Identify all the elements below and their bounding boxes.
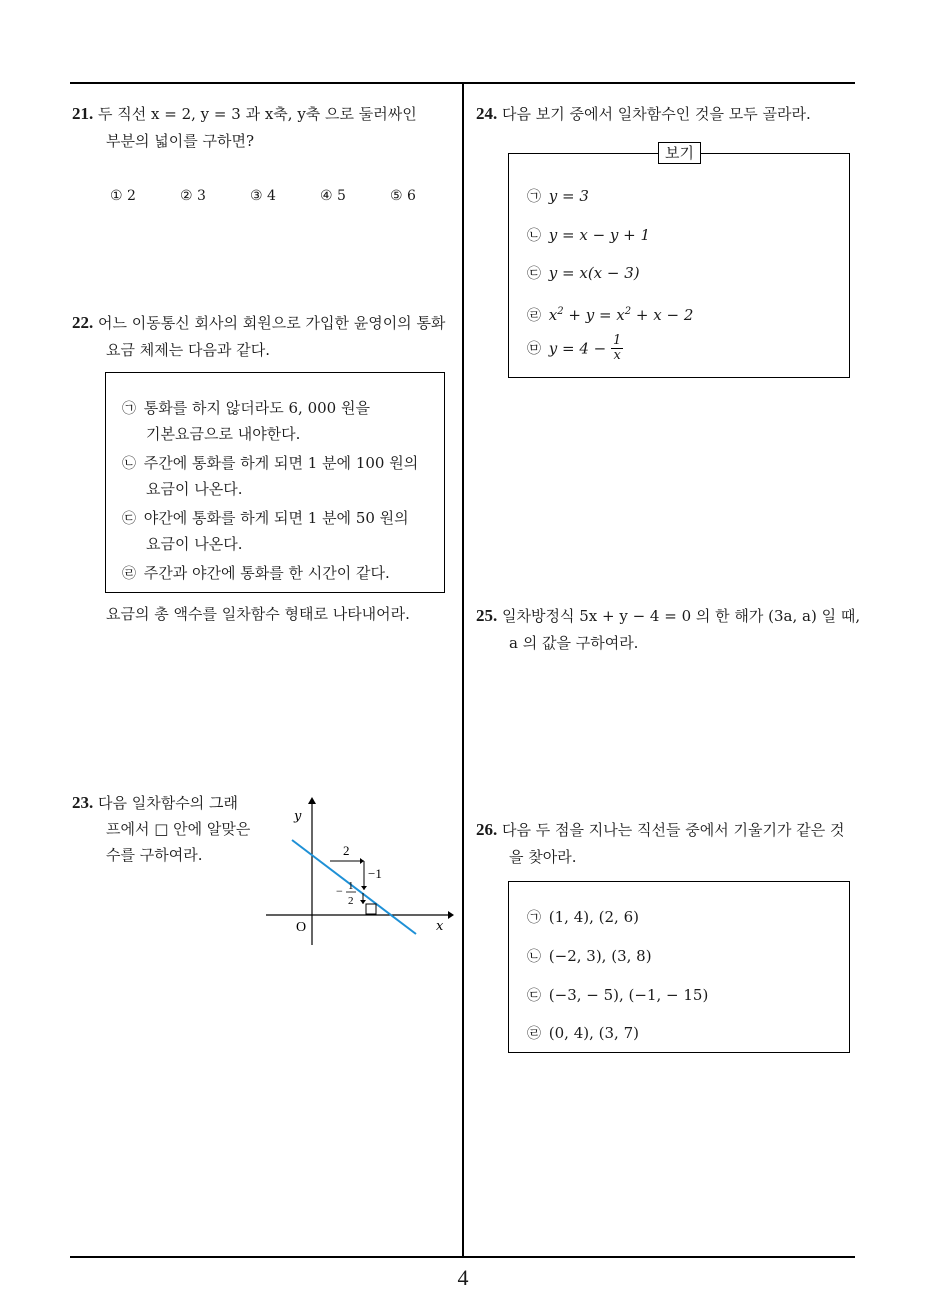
rise-label: −1 xyxy=(368,866,382,881)
bogi-item: ㉤ y = 4 − $\frac{1}{x}$ xyxy=(527,333,622,363)
question-text: 다음 일차함수의 그래 xyxy=(98,794,238,812)
points-item: ㉣ (0, 4), (3, 7) xyxy=(527,1024,639,1042)
answer-blank-box xyxy=(366,904,376,914)
run-label: 2 xyxy=(343,843,350,858)
question-number: 23. xyxy=(72,793,94,812)
bogi-tag: 보기 xyxy=(658,142,701,164)
condition-line: ㉣ 주간과 야간에 통화를 한 시간이 같다. xyxy=(122,564,390,582)
question-number: 24. xyxy=(476,104,498,123)
question-text-3: 수를 구하여라. xyxy=(106,846,203,864)
choice-3[interactable]: ③ 4 xyxy=(250,188,276,204)
y-axis-label: y xyxy=(294,809,302,824)
condition-line: ㉡ 주간에 통화를 하게 되면 1 분에 100 원의 xyxy=(122,454,419,472)
function-line xyxy=(292,840,416,934)
question-text: 다음 두 점을 지나는 직선들 중에서 기울기가 같은 것 xyxy=(502,821,845,839)
bogi-item: ㉡ y = x − y + 1 xyxy=(527,226,651,244)
half-numerator: 1 xyxy=(348,880,354,892)
question-number: 21. xyxy=(72,104,94,123)
question-prompt: 요금의 총 액수를 일차함수 형태로 나타내어라. xyxy=(106,605,410,623)
x-axis-arrow xyxy=(448,911,454,919)
rise-arrow xyxy=(361,886,367,890)
question-text: 다음 보기 중에서 일차함수인 것을 모두 골라라. xyxy=(502,105,811,123)
points-item: ㉡ (−2, 3), (3, 8) xyxy=(527,947,652,965)
half-denominator: 2 xyxy=(348,895,354,907)
question-text-2: 요금 체제는 다음과 같다. xyxy=(106,341,270,359)
points-item: ㉠ (1, 4), (2, 6) xyxy=(527,908,639,926)
condition-line: 기본요금으로 내야한다. xyxy=(146,425,301,443)
origin-label: O xyxy=(296,920,307,935)
choice-4[interactable]: ④ 5 xyxy=(320,188,346,204)
condition-line: ㉠ 통화를 하지 않더라도 6, 000 원을 xyxy=(122,399,370,417)
question-text: 두 직선 x = 2, y = 3 과 x축, y축 으로 둘러싸인 xyxy=(98,105,417,123)
condition-line: ㉢ 야간에 통화를 하게 되면 1 분에 50 원의 xyxy=(122,509,409,527)
linear-function-graph xyxy=(260,790,460,950)
page-number: 4 xyxy=(457,1265,469,1290)
question-number: 25. xyxy=(476,606,498,625)
bogi-item: ㉣ $x^2 + y = x^2 + x - 2$ xyxy=(527,306,694,324)
y-axis-arrow xyxy=(308,797,316,804)
question-text-2: 부분의 넓이를 구하면? xyxy=(106,132,254,150)
column-divider xyxy=(462,82,464,1258)
choice-2[interactable]: ② 3 xyxy=(180,188,206,204)
condition-line: 요금이 나온다. xyxy=(146,535,243,553)
question-number: 22. xyxy=(72,313,94,332)
condition-line: 요금이 나온다. xyxy=(146,480,243,498)
bogi-item: ㉠ y = 3 xyxy=(527,187,589,205)
question-text-2: 을 찾아라. xyxy=(509,848,577,866)
choice-1[interactable]: ① 2 xyxy=(110,188,136,204)
question-number: 26. xyxy=(476,820,498,839)
points-item: ㉢ (−3, − 5), (−1, − 15) xyxy=(527,986,709,1004)
run-arrow xyxy=(360,858,364,864)
x-axis-label: x xyxy=(436,919,444,934)
question-text-2: 프에서 □ 안에 알맞은 xyxy=(106,820,251,838)
bogi-item: ㉢ y = x(x − 3) xyxy=(527,264,640,282)
half-minus: − xyxy=(336,884,343,898)
half-arrow xyxy=(360,900,366,904)
choice-5[interactable]: ⑤ 6 xyxy=(390,188,416,204)
question-text-2: a 의 값을 구하여라. xyxy=(509,634,639,652)
question-text: 일차방정식 5x + y − 4 = 0 의 한 해가 (3a, a) 일 때, xyxy=(502,607,861,625)
question-text: 어느 이동통신 회사의 회원으로 가입한 윤영이의 통화 xyxy=(98,314,446,332)
